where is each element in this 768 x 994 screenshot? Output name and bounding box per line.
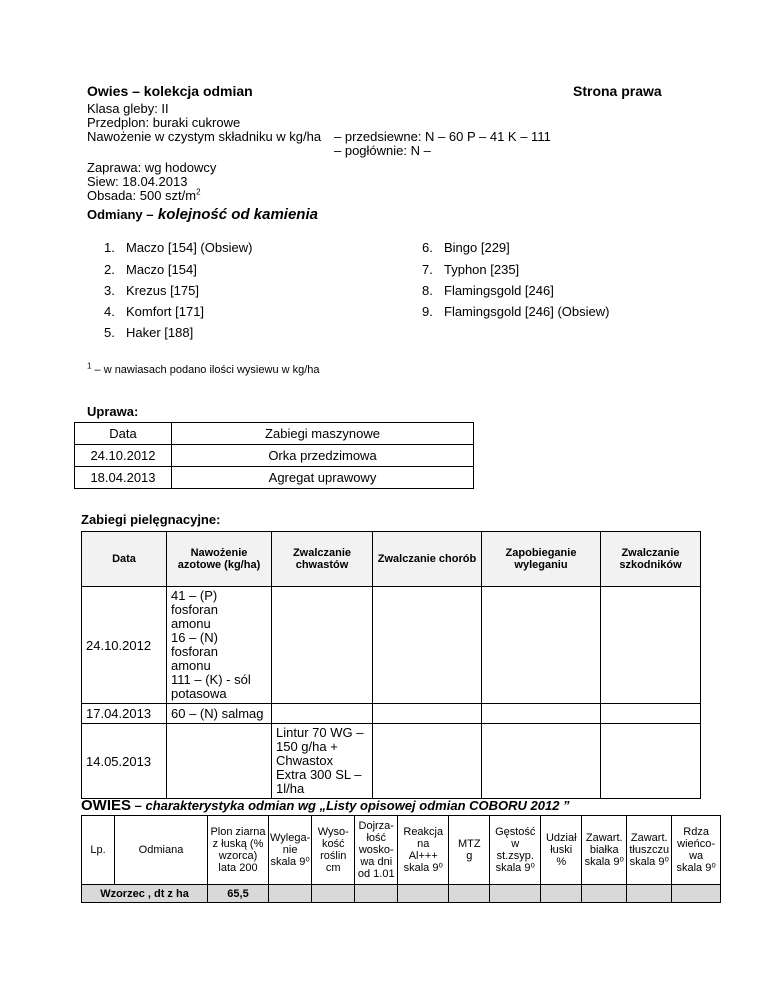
cultivation-heading: Uprawa:	[87, 404, 139, 419]
table-header: Udział łuski %	[541, 816, 582, 885]
plant-density: Obsada: 500 szt/$m^2$	[87, 187, 201, 203]
table-header: Zapobieganie wyleganiu	[482, 532, 601, 587]
table-header: Lp.	[82, 816, 115, 885]
fertilization-label: Nawożenie w czystym składniku w kg/ha	[87, 129, 322, 144]
table-header: Zwalczanie szkodników	[601, 532, 701, 587]
table-row: 14.05.2013 Lintur 70 WG – 150 g/ha + Chwastox Extra 300 SL – 1l/ha	[82, 724, 701, 799]
reference-label: Wzorzec , dt z ha	[82, 885, 208, 903]
care-treatments-heading: Zabiegi pielęgnacyjne:	[81, 512, 221, 527]
fertilization-topdressing: – pogłównie: N –	[334, 143, 431, 158]
soil-class: Klasa gleby: II	[87, 101, 169, 116]
table-header: Plon ziarna z łuską (% wzorca) lata 200	[208, 816, 269, 885]
table-header: Wylega- nie skala 9⁰	[269, 816, 312, 885]
table-row: 24.10.2012 Orka przedzimowa	[75, 445, 474, 467]
care-treatments-table	[81, 531, 701, 799]
cultivation-table	[74, 422, 474, 489]
table-header: Data	[75, 423, 172, 445]
table-header: Zawart. tłuszczu skala 9⁰	[627, 816, 672, 885]
table-row: 18.04.2013 Agregat uprawowy	[75, 467, 474, 489]
fertilization-presowing: – przedsiewne: N – 60 P – 41 K – 111	[334, 129, 551, 144]
table-header: Zawart. białka skala 9⁰	[582, 816, 627, 885]
table-row: 17.04.2013 60 – (N) salmag	[82, 704, 701, 724]
table-header: Rdza wieńco- wa skala 9⁰	[672, 816, 721, 885]
table-row: 24.10.2012 41 – (P) fosforan amonu 16 – (N) fosforan amonu 111 – (K) - sól potasowa	[82, 587, 701, 704]
table-header: Gęstość w st.zsyp. skala 9⁰	[490, 816, 541, 885]
oats-characteristics-table	[81, 815, 721, 903]
sowing-date: Siew: 18.04.2013	[87, 174, 188, 189]
previous-crop: Przedplon: buraki cukrowe	[87, 115, 241, 130]
table-row	[82, 885, 721, 903]
table-header: Odmiana	[115, 816, 208, 885]
seed-dressing: Zaprawa: wg hodowcy	[87, 160, 217, 175]
page-side-label: Strona prawa	[573, 83, 662, 99]
table-header: Zabiegi maszynowe	[172, 423, 474, 445]
oats-characteristics-heading: OWIES – charakterystyka odmian wg „Listy opisowej odmian COBORU 2012 ”	[81, 797, 570, 814]
table-header: Zwalczanie chwastów	[272, 532, 373, 587]
reference-yield: 65,5	[208, 885, 269, 903]
table-header: Nawożenie azotowe (kg/ha)	[167, 532, 272, 587]
footnote: $^1$ – w nawiasach podano ilości wysiewu w kg/ha	[87, 361, 320, 376]
table-header: Data	[82, 532, 167, 587]
varieties-heading: Odmiany – kolejność od kamienia	[87, 206, 318, 223]
table-header: MTZ g	[449, 816, 490, 885]
table-header: Dojrza- łość wosko- wa dni od 1.01	[355, 816, 398, 885]
table-header: Reakcja na Al+++ skala 9⁰	[398, 816, 449, 885]
table-header: Zwalczanie chorób	[373, 532, 482, 587]
table-header: Wyso- kość roślin cm	[312, 816, 355, 885]
document-title: Owies – kolekcja odmian	[87, 83, 253, 99]
